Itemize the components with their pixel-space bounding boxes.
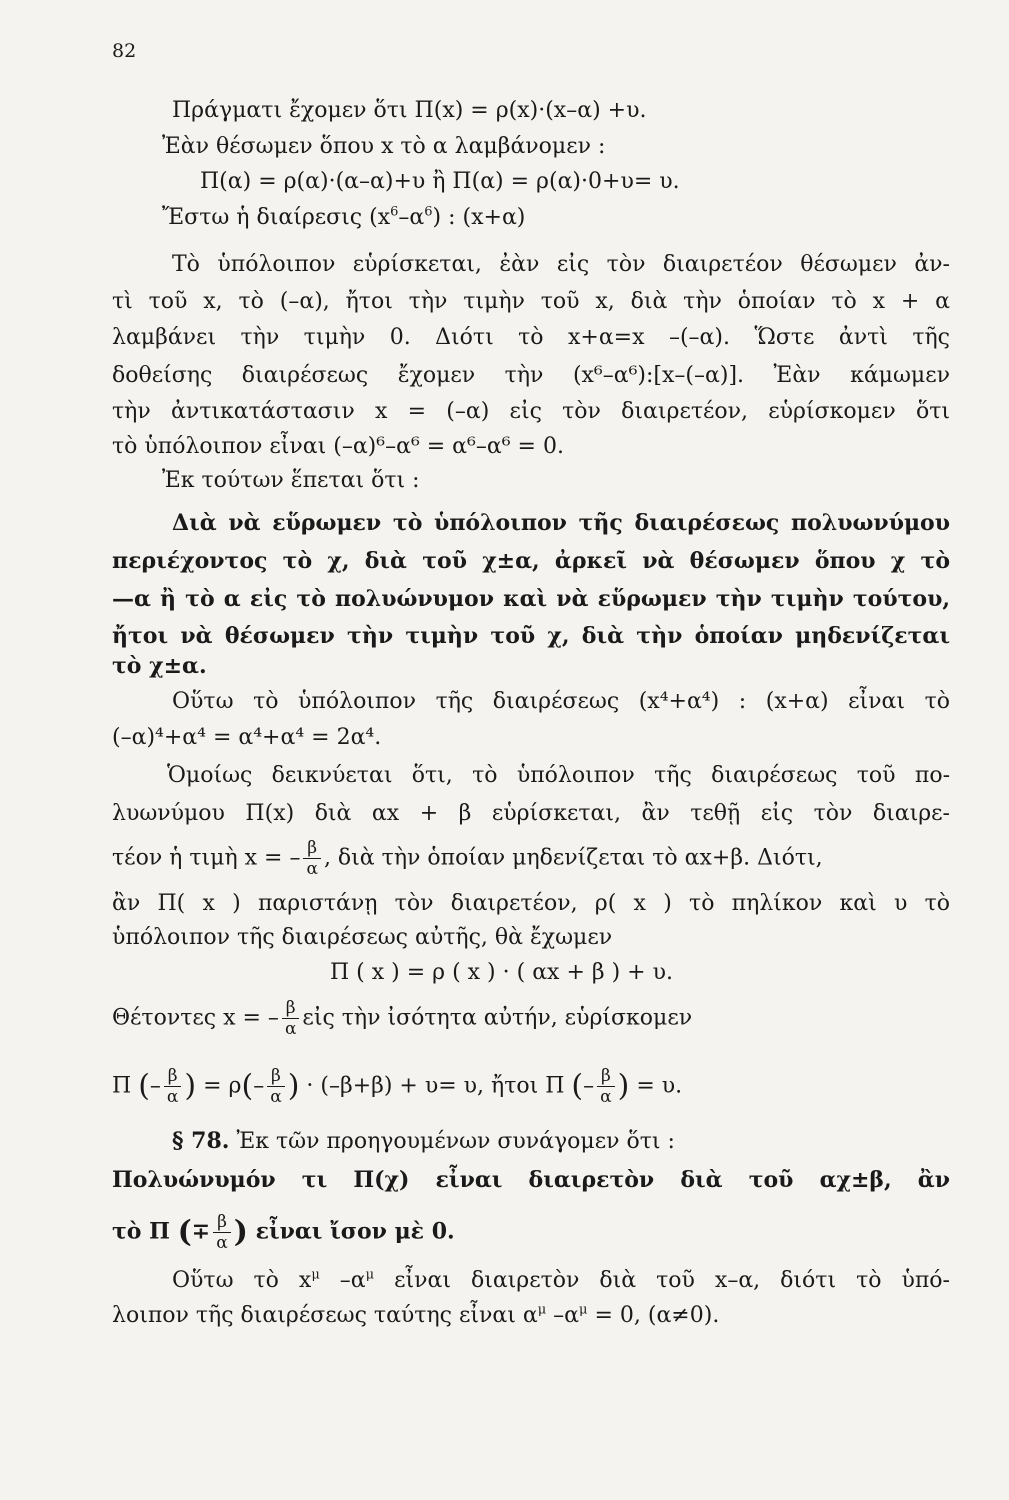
text-line: δοθείσης διαιρέσεως ἔχομεν τὴν (x⁶–α⁶):[x–(–α)]. Ἐὰν κάμωμεν (112, 363, 950, 388)
page-number: 82 (112, 40, 137, 62)
text-line: Πράγματι ἔχομεν ὅτι Π(x) = ρ(x)·(x–α) +υ. (172, 98, 647, 123)
text-line: Ὁμοίως δεικνύεται ὅτι, τὸ ὑπόλοιπον τῆς διαιρέσεως τοῦ πο- (167, 763, 950, 788)
text-line: τέον ἡ τιμὴ x = – $\frac{\beta}{\alpha}$ , διὰ τὴν ὁποίαν μηδενίζεται τὸ αx+β. Διότι, (112, 838, 823, 879)
rule-line: περιέχοντος τὸ χ, διὰ τοῦ χ±α, ἀρκεῖ νὰ θέσωμεν ὅπου χ τὸ (112, 548, 950, 574)
text-line: τὶ τοῦ x, τὸ (–α), ἤτοι τὴν τιμὴν τοῦ x, διὰ τὴν ὁποίαν τὸ x + α (112, 289, 950, 314)
text-line: Ἔστω ἡ διαίρεσις $(x^6-\alpha^6)$ : (x+α) (162, 204, 526, 230)
fraction: $\frac{\beta}{\alpha}$ (267, 1066, 284, 1107)
rule-line: τὸ χ±α. (112, 653, 207, 679)
fraction: $\frac{\beta}{\alpha}$ (597, 1066, 614, 1107)
formula-line: Π (– $\frac{\beta}{\alpha}$ ) = ρ(– $\frac{\beta}{\alpha}$ ) · (–β+β) + υ= υ, ἤτοι Π (– $\frac{\beta}{\alpha}$ ) = υ. (112, 1066, 683, 1107)
rule-line: ἤτοι νὰ θέσωμεν τὴν τιμὴν τοῦ χ, διὰ τὴν ὁποίαν μηδενίζεται (112, 623, 950, 649)
formula-line: Π ( x ) = ρ ( x ) · ( αx + β ) + υ. (330, 960, 673, 985)
fraction: $\frac{\beta}{\alpha}$ (282, 998, 299, 1039)
text-line: Τὸ ὑπόλοιπον εὑρίσκεται, ἐὰν εἰς τὸν διαιρετέον θέσωμεν ἀν- (172, 252, 950, 277)
rule-line: —α ἢ τὸ α εἰς τὸ πολυώνυμον καὶ νὰ εὕρωμεν τὴν τιμὴν τούτου, (112, 586, 950, 612)
text-line: Ἐκ τούτων ἕπεται ὅτι : (162, 468, 420, 493)
rule-line: Διὰ νὰ εὕρωμεν τὸ ὑπόλοιπον τῆς διαιρέσεως πολυωνύμου (172, 510, 950, 536)
text-line: ὑπόλοιπον τῆς διαιρέσεως αὐτῆς, θὰ ἔχωμεν (112, 925, 613, 950)
fraction: $\frac{\beta}{\alpha}$ (213, 1212, 230, 1253)
fraction: $\frac{\beta}{\alpha}$ (164, 1066, 181, 1107)
text-line: Οὕτω τὸ ὑπόλοιπον τῆς διαιρέσεως (x⁴+α⁴) : (x+α) εἶναι τὸ (172, 689, 950, 714)
text-line: Οὕτω τὸ $x^\mu$ $-\alpha^\mu$ εἶναι διαιρετὸν διὰ τοῦ x–α, διότι τὸ ὑπό- (172, 1267, 950, 1293)
text-line: λοιπον τῆς διαιρέσεως ταύτης εἶναι $\alpha^\mu$ $-\alpha^\mu = 0$, (α≠0). (112, 1302, 720, 1328)
text-line: τὴν ἀντικατάστασιν x = (–α) εἰς τὸν διαιρετέον, εὑρίσκομεν ὅτι (112, 399, 950, 424)
text-line: λυωνύμου Π(x) διὰ αx + β εὑρίσκεται, ἂν τεθῇ εἰς τὸν διαιρε- (112, 801, 950, 826)
section-heading: § 78. Ἐκ τῶν προηγουμένων συνάγομεν ὅτι : (172, 1128, 675, 1154)
text-line: λαμβάνει τὴν τιμὴν 0. Διότι τὸ x+α=x –(–α). Ὥστε ἀντὶ τῆς (112, 325, 950, 350)
text-line: Ἐὰν θέσωμεν ὅπου x τὸ α λαμβάνομεν : (162, 134, 606, 159)
text-line: τὸ ὑπόλοιπον εἶναι (–α)⁶–α⁶ = α⁶–α⁶ = 0. (112, 434, 564, 459)
fraction: $\frac{\beta}{\alpha}$ (303, 838, 320, 879)
theorem-line: τὸ Π (∓ $\frac{\beta}{\alpha}$ ) εἶναι ἴσον μὲ 0. (112, 1212, 455, 1253)
text-line: Θέτοντες x = – $\frac{\beta}{\alpha}$ εἰς τὴν ἰσότητα αὐτήν, εὑρίσκομεν (112, 998, 693, 1039)
formula-line: Π(α) = ρ(α)·(α–α)+υ ἢ Π(α) = ρ(α)·0+υ= υ. (200, 169, 680, 194)
text-line: (–α)⁴+α⁴ = α⁴+α⁴ = 2α⁴. (112, 725, 382, 750)
text-line: ἂν Π( x ) παριστάνῃ τὸν διαιρετέον, ρ( x ) τὸ πηλίκον καὶ υ τὸ (112, 891, 950, 916)
theorem-line: Πολυώνυμόν τι Π(χ) εἶναι διαιρετὸν διὰ τοῦ αχ±β, ἂν (112, 1167, 950, 1193)
